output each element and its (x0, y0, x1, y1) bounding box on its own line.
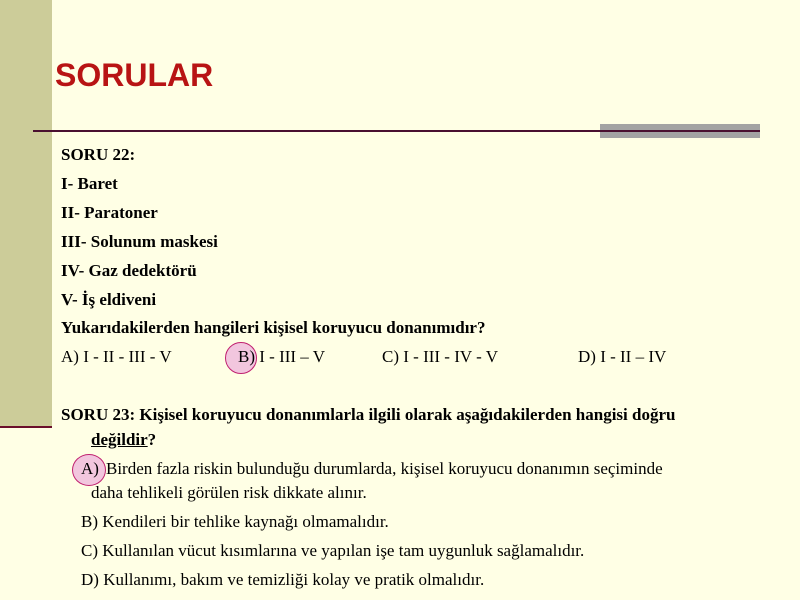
q23-question-line2 (91, 430, 156, 450)
q23-question-mark: ? (147, 430, 157, 449)
q22-item-3: III- Solunum maskesi (61, 232, 218, 251)
q23-question-line1: SORU 23: Kişisel koruyucu donanımlarla ilgili olarak aşağıdakilerden hangisi doğru (61, 405, 676, 424)
title-rule (33, 130, 760, 132)
q23-negation: değildir (91, 430, 148, 449)
side-decor-line (0, 426, 52, 428)
q22-option-d: D) I - II – IV (578, 347, 667, 366)
q23-option-a-line2: daha tehlikeli görülen risk dikkate alınır. (91, 483, 367, 502)
q22-option-b: B) I - III – V (238, 347, 326, 366)
q22-question: Yukarıdakilerden hangileri kişisel koruyucu donanımıdır? (61, 318, 486, 337)
q22-item-1: I- Baret (61, 174, 118, 193)
q23-option-b: B) Kendileri bir tehlike kaynağı olmamalıdır. (81, 512, 389, 531)
q22-option-c: C) I - III - IV - V (382, 347, 498, 366)
q22-item-4: IV- Gaz dedektörü (61, 261, 197, 280)
q23-option-d: D) Kullanımı, bakım ve temizliği kolay ve pratik olmalıdır. (81, 570, 485, 589)
q22-item-5: V- İş eldiveni (61, 290, 157, 309)
q23-option-a-letter: A) (81, 459, 99, 478)
q22-item-2: II- Paratoner (61, 203, 158, 222)
q22-header: SORU 22: (61, 145, 136, 164)
q22-option-a: A) I - II - III - V (61, 347, 172, 366)
page-title: SORULAR (55, 57, 214, 93)
side-decor-bar (0, 0, 52, 428)
q23-option-a-line1: Birden fazla riskin bulunduğu durumlarda, kişisel koruyucu donanımın seçiminde (106, 459, 663, 478)
q23-option-c: C) Kullanılan vücut kısımlarına ve yapılan işe tam uygunluk sağlamalıdır. (81, 541, 585, 560)
